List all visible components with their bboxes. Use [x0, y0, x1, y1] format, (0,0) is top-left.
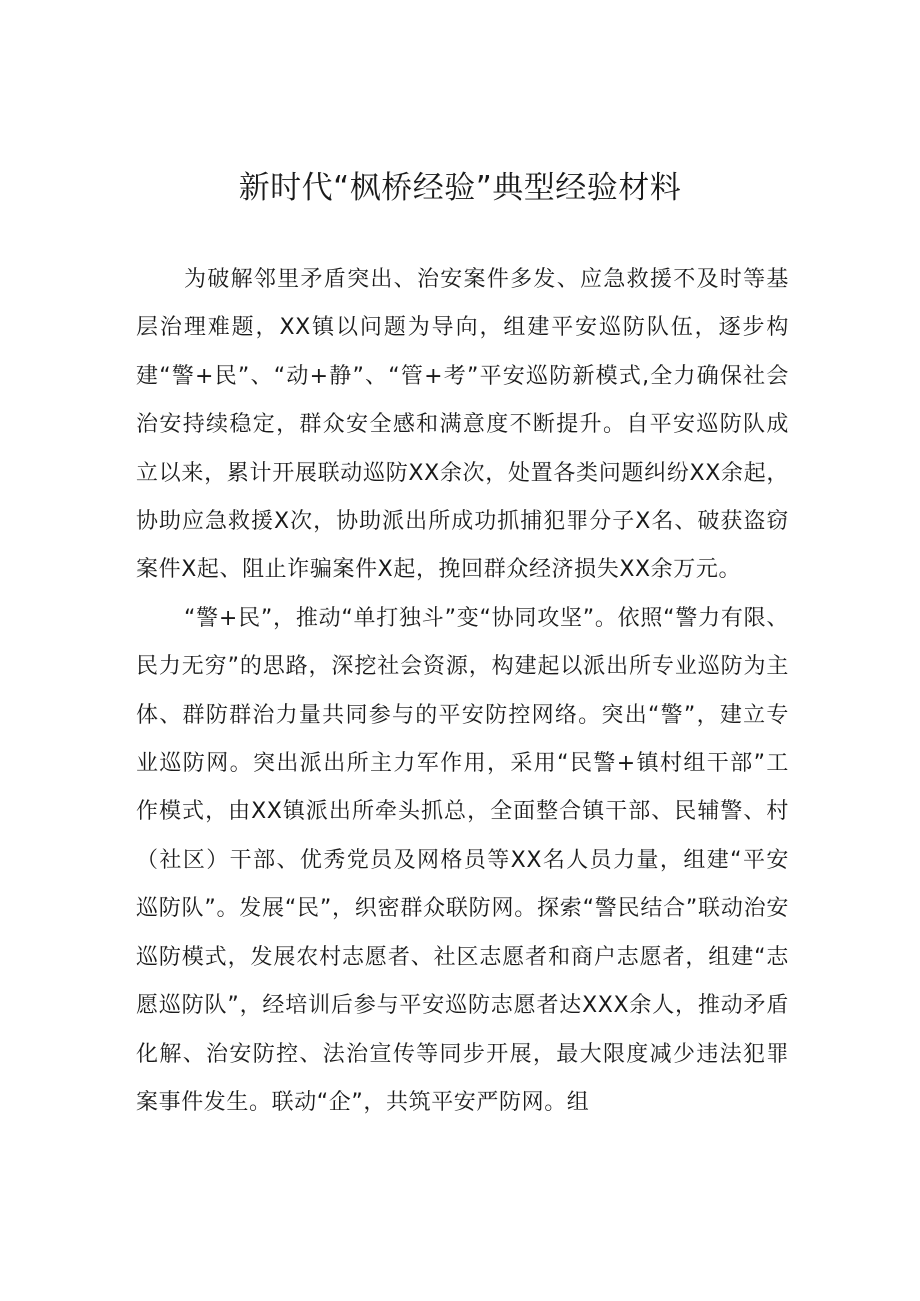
paragraph-intro: 为破解邻里矛盾突出、治安案件多发、应急救援不及时等基层治理难题，XX镇以问题为导向，组建平安巡防队伍，逐步构建“警+民”、“动+静”、“管+考”平安巡防新模式,全力确保社会治安持续稳定，群众安全感和满意度不断提升。自平安巡防队成立以来，累计开展联动巡防XX余次，处置各类问题纠纷XX余起，协助应急救援X次，协助派出所成功抓捕犯罪分子X名、破获盗窃案件X起、阻止诈骗案件X起，挽回群众经济损失XX余万元。	[136, 267, 789, 583]
document-title: 新时代“枫桥经验”典型经验材料	[238, 170, 682, 206]
paragraph-police-civilian: “警+民”，推动“单打独斗”变“协同攻坚”。依照“警力有限、民力无穷”的思路，深挖社会资源，构建起以派出所专业巡防为主体、群防群治力量共同参与的平安防控网络。突出“警”，建立专业巡防网。突出派出所主力军作用，采用“民警+镇村组干部”工作模式，由XX镇派出所牵头抓总，全面整合镇干部、民辅警、村（社区）干部、优秀党员及网格员等XX名人员力量，组建“平安巡防队”。发展“民”，织密群众联防网。探索“警民结合”联动治安巡防模式，发展农村志愿者、社区志愿者和商户志愿者，组建“志愿巡防队”，经培训后参与平安巡防志愿者达XXX余人，推动矛盾化解、治安防控、法治宣传等同步开展，最大限度减少违法犯罪案事件发生。联动“企”，共筑平安严防网。组	[136, 605, 789, 1115]
document-body	[136, 256, 789, 1127]
